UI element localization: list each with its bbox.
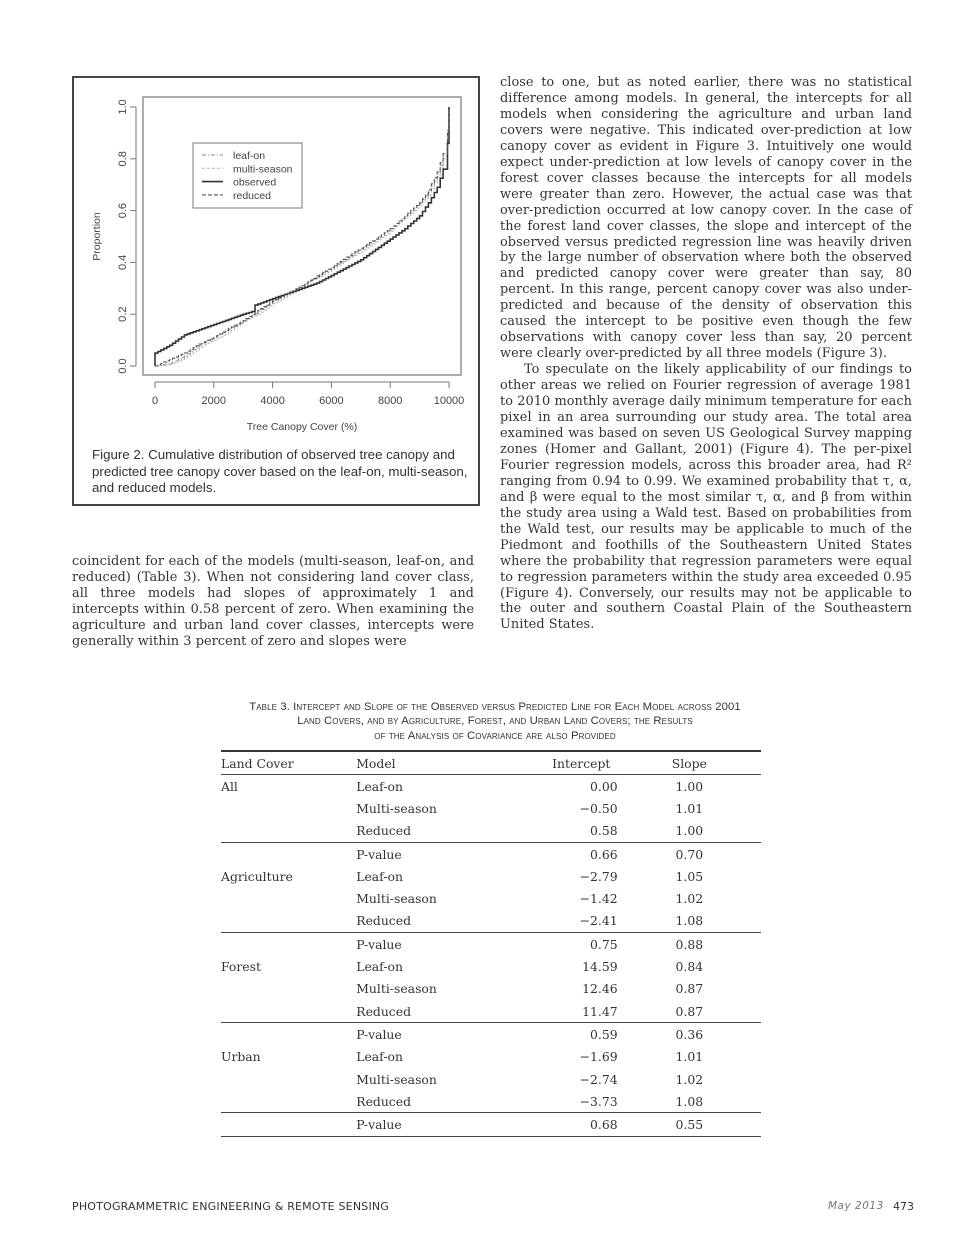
- cell-model: Reduced: [356, 910, 485, 933]
- x-tick-label: 2000: [201, 395, 227, 407]
- x-tick-label: 8000: [377, 395, 403, 407]
- table-row: [221, 1068, 761, 1090]
- cell-land-cover: [221, 1023, 356, 1046]
- cell-slope: 1.01: [675, 1049, 704, 1065]
- page-number: 473: [893, 1200, 914, 1213]
- y-tick-label: 0.8: [117, 151, 129, 167]
- x-axis-label: Tree Canopy Cover (%): [246, 421, 358, 433]
- cell-model: Reduced: [356, 820, 485, 843]
- cell-model: Leaf-on: [356, 868, 403, 884]
- table-3: [221, 750, 761, 1137]
- cell-land-cover: All: [221, 778, 238, 794]
- table-row: [221, 910, 761, 933]
- header-intercept: Intercept: [485, 751, 618, 775]
- cell-land-cover: [221, 1000, 356, 1023]
- cell-slope: 1.00: [675, 778, 704, 794]
- cell-intercept: 0.68: [485, 1113, 618, 1136]
- cell-intercept: 0.66: [590, 846, 618, 862]
- table-header-row: [221, 751, 761, 775]
- table-row: [221, 1090, 761, 1113]
- x-tick-label: 4000: [260, 395, 285, 407]
- cell-slope: 0.55: [618, 1113, 761, 1136]
- cell-slope: 0.84: [675, 959, 704, 975]
- table-row: [221, 933, 761, 956]
- cell-intercept: 0.59: [590, 1026, 618, 1042]
- cell-intercept: −2.79: [579, 868, 618, 884]
- figure-caption: Figure 2. Cumulative distribution of observed tree canopy and predicted tree canopy cover based on the leaf-on, multi-season, and reduced models.: [92, 447, 468, 495]
- cell-intercept: −2.74: [579, 1071, 618, 1087]
- cell-land-cover: [221, 820, 356, 843]
- y-axis-label: Proportion: [91, 212, 103, 261]
- y-tick-label: 0.2: [117, 306, 129, 322]
- table-caption-line: Table 3. Intercept and Slope of the Observed versus Predicted Line for Each Model across 2001: [249, 701, 741, 713]
- table-caption-line: Land Covers, and by Agriculture, Forest, and Urban Land Covers; the Results: [297, 715, 693, 728]
- table-row: [221, 955, 761, 977]
- legend-label-observed: observed: [233, 176, 277, 189]
- cell-model: Multi-season: [356, 800, 437, 816]
- cell-slope: 0.70: [675, 846, 704, 862]
- cell-slope: 0.87: [675, 981, 704, 997]
- cell-land-cover: Urban: [221, 1049, 261, 1065]
- cell-model: Reduced: [356, 1000, 485, 1023]
- cell-land-cover: [221, 978, 356, 1000]
- cell-model: P-value: [356, 936, 402, 952]
- paragraph: coincident for each of the models (multi-season, leaf-on, and reduced) (Table 3). When not considering land cover class, all three models had slopes of approximately 1 and intercepts within 0.58 percent of zero. When examining the agriculture and urban land cover classes, intercepts were generally within 3 percent of zero and slopes were: [72, 554, 474, 649]
- cell-slope: 1.08: [618, 1090, 761, 1113]
- cell-slope: 1.02: [675, 1071, 704, 1087]
- cell-slope: 0.87: [618, 1000, 761, 1023]
- x-tick-label: 10000: [433, 395, 465, 407]
- cell-model: P-value: [356, 1026, 402, 1042]
- cell-land-cover: Agriculture: [221, 868, 293, 884]
- header-model: Model: [356, 751, 485, 775]
- table-row: [221, 820, 761, 843]
- cell-intercept: −0.50: [579, 800, 618, 816]
- cell-intercept: −2.41: [485, 910, 618, 933]
- cell-land-cover: [221, 1068, 356, 1090]
- cell-model: Reduced: [356, 1090, 485, 1113]
- x-tick-label: 0: [151, 395, 159, 407]
- cell-model: P-value: [356, 1113, 485, 1136]
- cell-model: Multi-season: [356, 981, 437, 997]
- cell-model: Multi-season: [356, 1071, 437, 1087]
- paragraph: close to one, but as noted earlier, there was no statistical difference among models. In general, the intercepts for all models when considering the agriculture and urban land covers were negative. This indicated over-prediction at low canopy cover as evident in Figure 3. Intuitively one would expect under-prediction at low levels of canopy cover in the forest cover classes because the intercepts for all models were greater than zero. However, the actual case was that over-prediction occurred at low canopy cover. In the case of the forest land cover classes, the slope and intercept of the observed versus predicted regression line was heavily driven by the large number of observation where both the observed and predicted canopy cover were greater than say, 80 percent. In this range, percent canopy cover was also under-predicted and because of the density of observation this caused the intercept to be positive even though the few observations with canopy cover less than say, 20 percent were clearly over-predicted by all three models (Figure 3).: [500, 75, 912, 362]
- cell-model: Multi-season: [356, 891, 437, 907]
- cell-model: Leaf-on: [356, 959, 403, 975]
- table-row: [221, 978, 761, 1000]
- y-tick-label: 0.4: [117, 254, 129, 271]
- cell-intercept: 0.00: [590, 778, 618, 794]
- cell-slope: 1.05: [675, 868, 704, 884]
- cell-land-cover: [221, 887, 356, 909]
- cell-slope: 1.00: [618, 820, 761, 843]
- cell-intercept: −3.73: [485, 1090, 618, 1113]
- paragraph: To speculate on the likely applicability of our findings to other areas we relied on Fourier regression of average 1981 to 2010 monthly average daily minimum temperature for each pixel in an area surrounding our study area. The total area examined was based on seven US Geological Survey mapping zones (Homer and Gallant, 2001) (Figure 4). The per-pixel Fourier regression models, across this broader area, had R² ranging from 0.94 to 0.99. We examined probability that τ, α, and β were equal to the most similar τ, α, and β from within the study area using a Wald test. Based on probabilities from the Wald test, our results may be applicable to much of the Piedmont and foothills of the Southeastern United States where the probability that regression parameters were equal to regression parameters within the study area exceeded 0.95 (Figure 4). Conversely, our results may not be applicable to the outer and southern Coastal Plain of the Southeastern United States.: [500, 362, 912, 633]
- cell-land-cover: Forest: [221, 959, 261, 975]
- y-tick-label: 1.0: [117, 99, 129, 115]
- y-tick-label: 0.0: [117, 358, 129, 374]
- cell-intercept: −1.42: [579, 891, 618, 907]
- table-row: [221, 797, 761, 819]
- cell-slope: 1.01: [675, 800, 704, 816]
- table-row: [221, 775, 761, 798]
- cell-intercept: 0.75: [590, 936, 618, 952]
- table-row: [221, 1000, 761, 1023]
- cell-land-cover: [221, 842, 356, 865]
- cell-model: P-value: [356, 846, 402, 862]
- cell-slope: 0.88: [675, 936, 704, 952]
- table-row: [221, 1046, 761, 1068]
- cell-slope: 1.08: [618, 910, 761, 933]
- cell-intercept: 11.47: [485, 1000, 618, 1023]
- table-row: [221, 865, 761, 887]
- figure-2: [72, 76, 480, 506]
- cell-land-cover: [221, 933, 356, 956]
- table-row: [221, 1023, 761, 1046]
- table-caption-line: of the Analysis of Covariance are also Provided: [374, 729, 616, 742]
- y-tick-label: 0.6: [117, 202, 129, 219]
- cell-intercept: 0.58: [485, 820, 618, 843]
- table-row: [221, 842, 761, 865]
- x-tick-label: 6000: [319, 395, 344, 407]
- cell-intercept: −1.69: [579, 1049, 618, 1065]
- cell-land-cover: [221, 910, 356, 933]
- legend-label-multi-season: multi-season: [233, 163, 293, 176]
- cumulative-distribution-chart: [74, 78, 480, 506]
- table-row: [221, 1113, 761, 1136]
- right-column-text: [500, 75, 912, 633]
- header-slope: Slope: [618, 751, 761, 775]
- table-row: [221, 887, 761, 909]
- cell-slope: 1.02: [675, 891, 704, 907]
- cell-model: Leaf-on: [356, 778, 403, 794]
- footer-journal-name: PHOTOGRAMMETRIC ENGINEERING & REMOTE SENSING: [72, 1200, 390, 1213]
- cell-intercept: 14.59: [582, 959, 618, 975]
- footer-issue-date: May 2013: [828, 1200, 884, 1212]
- legend-label-reduced: reduced: [233, 189, 271, 202]
- table-caption: [215, 700, 775, 743]
- cell-land-cover: [221, 1090, 356, 1113]
- left-column-text: [72, 554, 474, 650]
- cell-intercept: 12.46: [582, 981, 618, 997]
- legend-label-leaf-on: leaf-on: [233, 150, 266, 162]
- cell-slope: 0.36: [675, 1026, 704, 1042]
- cell-land-cover: [221, 1113, 356, 1136]
- cell-model: Leaf-on: [356, 1049, 403, 1065]
- header-land-cover: Land Cover: [221, 751, 356, 775]
- cell-land-cover: [221, 797, 356, 819]
